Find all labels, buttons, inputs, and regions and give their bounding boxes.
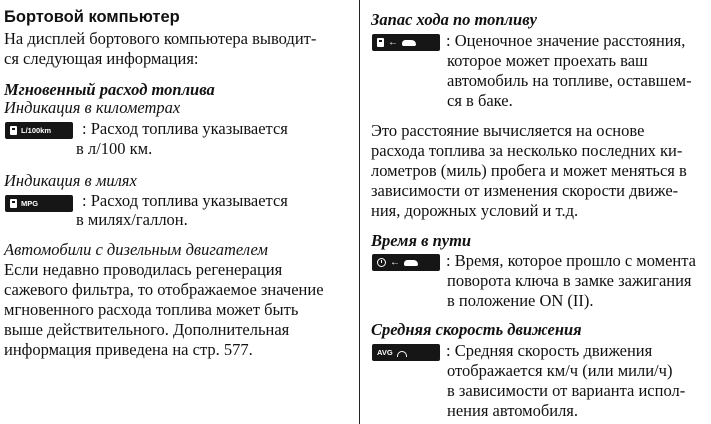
range-text-line-1: : Оценочное значение расстояния, (446, 31, 686, 50)
instant-consumption-heading: Мгновенный расход топлива (4, 80, 215, 99)
range-badge (372, 34, 440, 51)
arrow-left-icon: ← (388, 36, 398, 48)
range-note-line-5: ния, дорожных условий и т.д. (371, 201, 579, 220)
trip-time-text-line-3: в положение ON (II). (447, 291, 594, 310)
range-text-line-3: автомобиль на топливе, оставшем- (447, 71, 692, 90)
speedometer-icon (397, 351, 407, 357)
arrow-left-icon: ← (390, 256, 400, 268)
range-note-line-2: расхода топлива за несколько последних ки- (371, 141, 683, 160)
car-icon (402, 40, 416, 46)
avg-badge-label: AVG (377, 348, 393, 357)
avg-speed-heading: Средняя скорость движения (371, 320, 582, 339)
range-heading: Запас хода по топливу (371, 10, 537, 29)
avg-speed-text-line-2: отображается км/ч (или мили/ч) (447, 361, 673, 380)
km-heading: Индикация в километрах (4, 98, 181, 117)
fuel-pump-icon (10, 126, 17, 135)
diesel-text-line-1: Если недавно проводилась регенерация (4, 260, 283, 279)
intro-line-2: ся следующая информация: (4, 49, 199, 68)
diesel-heading: Автомобили с дизельным двигателем (4, 240, 268, 259)
miles-text-line-1: : Расход топлива указывается (82, 191, 288, 210)
avg-speed-text-line-1: : Средняя скорость движения (446, 341, 653, 360)
range-note-line-3: лометров (миль) пробега и может меняться в (371, 161, 687, 180)
avg-speed-badge (372, 344, 440, 361)
trip-time-text-line-2: поворота ключа в замке зажигания (447, 271, 692, 290)
l-per-100km-badge (5, 122, 73, 139)
diesel-text-line-5: информация приведена на стр. 577. (4, 340, 253, 359)
avg-speed-text-line-3: в зависимости от варианта испол- (447, 381, 686, 400)
fuel-pump-icon (377, 38, 384, 47)
trip-time-text-line-1: : Время, которое прошло с момента (446, 251, 696, 270)
trip-time-heading: Время в пути (371, 231, 472, 250)
car-icon (404, 260, 418, 266)
column-divider (359, 0, 360, 424)
clock-icon (377, 258, 386, 267)
mpg-badge (5, 195, 73, 212)
avg-speed-text-line-4: нения автомобиля. (447, 401, 579, 420)
range-text-line-4: ся в баке. (447, 91, 513, 110)
diesel-text-line-4: выше действительного. Дополнительная (4, 320, 290, 339)
km-text-line-2: в л/100 км. (76, 139, 153, 158)
range-note-line-4: зависимости от изменения скорости движе- (371, 181, 679, 200)
miles-heading: Индикация в милях (4, 171, 137, 190)
l-per-100km-badge-label: L/100km (21, 126, 52, 135)
section-title: Бортовой компьютер (4, 8, 180, 26)
range-note-line-1: Это расстояние вычисляется на основе (371, 121, 645, 140)
range-text-line-2: которое может проехать ваш (447, 51, 648, 70)
diesel-text-line-3: мгновенного расхода топлива может быть (4, 300, 299, 319)
trip-time-badge (372, 254, 440, 271)
intro-line-1: На дисплей бортового компьютера выводит- (4, 29, 317, 48)
fuel-pump-icon (10, 199, 17, 208)
diesel-text-line-2: сажевого фильтра, то отображаемое значение (4, 280, 324, 299)
miles-text-line-2: в милях/галлон. (76, 210, 188, 229)
km-text-line-1: : Расход топлива указывается (82, 119, 288, 138)
mpg-badge-label: MPG (21, 199, 39, 208)
